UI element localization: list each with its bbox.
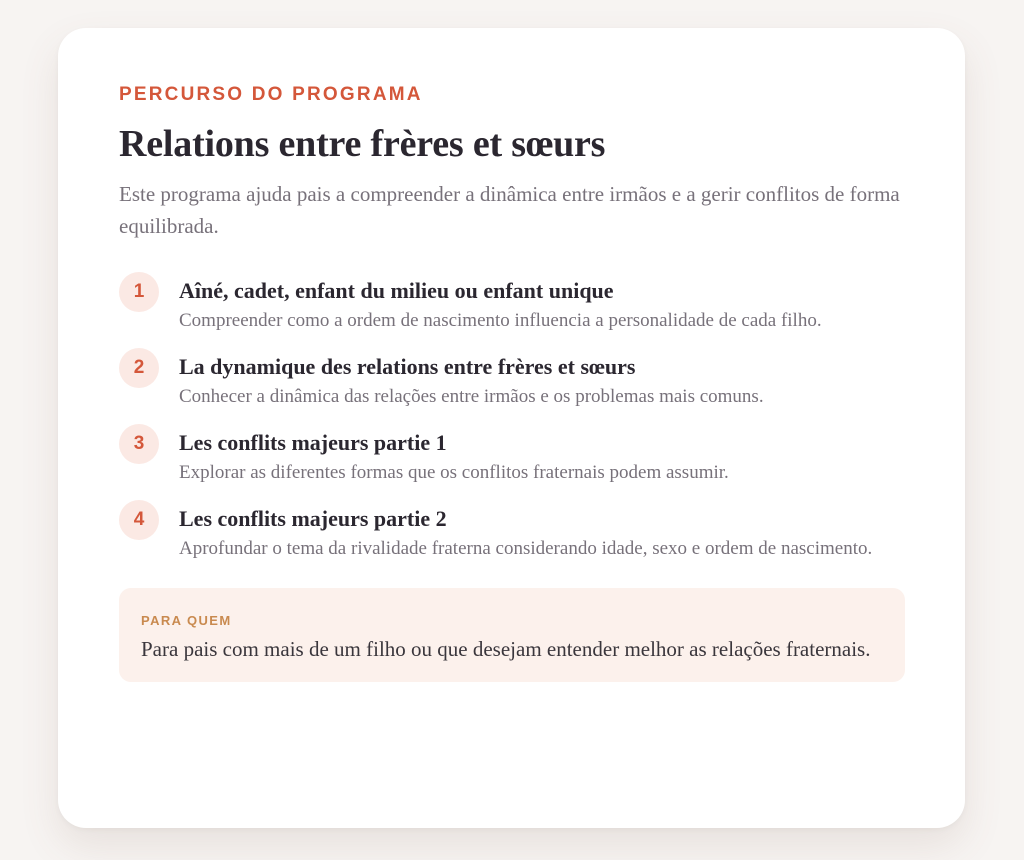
step-body	[179, 428, 909, 487]
step-title: Aîné, cadet, enfant du milieu ou enfant unique	[179, 278, 614, 303]
step-title: La dynamique des relations entre frères et sœurs	[179, 354, 636, 379]
audience-box	[119, 588, 905, 682]
audience-label: PARA QUEM	[141, 613, 232, 628]
step-list	[119, 276, 905, 563]
step-description: Compreender como a ordem de nascimento influencia a personalidade de cada filho.	[179, 310, 822, 331]
step-number-badge: 4	[119, 500, 159, 540]
step-number-badge: 1	[119, 272, 159, 312]
step-body	[179, 352, 909, 411]
step-item-1	[119, 276, 905, 335]
audience-text: Para pais com mais de um filho ou que desejam entender melhor as relações fraternais.	[141, 637, 871, 661]
step-body	[179, 504, 909, 563]
step-item-2	[119, 352, 905, 411]
step-description: Explorar as diferentes formas que os conflitos fraternais podem assumir.	[179, 462, 729, 483]
program-title: Relations entre frères et sœurs	[119, 123, 606, 165]
step-number-badge: 3	[119, 424, 159, 464]
step-body	[179, 276, 909, 335]
step-title: Les conflits majeurs partie 2	[179, 506, 447, 531]
step-title: Les conflits majeurs partie 1	[179, 430, 447, 455]
step-number-badge: 2	[119, 348, 159, 388]
program-description: Este programa ajuda pais a compreender a dinâmica entre irmãos e a gerir conflitos de forma equilibrada.	[119, 182, 900, 238]
step-item-3	[119, 428, 905, 487]
step-item-4	[119, 504, 905, 563]
step-description: Conhecer a dinâmica das relações entre irmãos e os problemas mais comuns.	[179, 386, 764, 407]
step-description: Aprofundar o tema da rivalidade fraterna considerando idade, sexo e ordem de nascimento.	[179, 538, 873, 559]
section-eyebrow: PERCURSO DO PROGRAMA	[119, 84, 423, 105]
program-card	[58, 28, 965, 828]
